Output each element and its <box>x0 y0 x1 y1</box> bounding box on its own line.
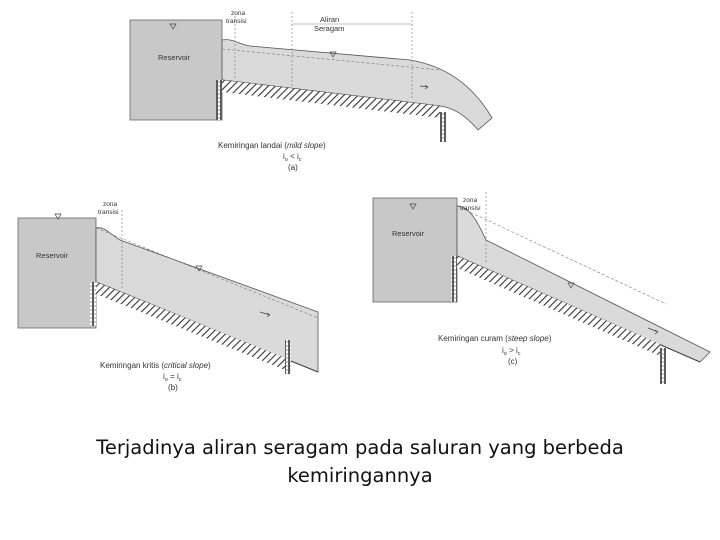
zona-label-b: zona <box>103 201 118 208</box>
seragam-label-a: Seragam <box>314 24 345 33</box>
drop-hatch-b <box>285 340 291 374</box>
panel-letter-c: (c) <box>508 357 518 366</box>
zona-label-c: zona <box>463 197 478 204</box>
slope-relation-b: $i_o = i_c$ <box>163 372 182 383</box>
wall-hatch-c <box>451 256 457 302</box>
reservoir-c <box>373 198 457 302</box>
drop-hatch-a <box>440 112 446 142</box>
caption-line-1: Terjadinya aliran seragam pada saluran yang berbeda <box>96 436 624 459</box>
slope-title-b: Kemiringan kritis (critical slope) <box>100 361 211 370</box>
aliran-label-a: Aliran <box>320 15 340 24</box>
panel-mild-slope <box>130 10 492 172</box>
caption-line-2: kemiringannya <box>287 464 433 487</box>
reservoir-a <box>130 20 222 120</box>
drop-hatch-c <box>660 348 666 384</box>
transisi-label-b: transisi <box>98 209 119 216</box>
wall-hatch-a <box>216 80 222 120</box>
panel-letter-b: (b) <box>168 383 178 392</box>
transisi-label-c: transisi <box>460 205 481 212</box>
slope-relation-a: $i_o < i_c$ <box>283 152 302 163</box>
wall-hatch-b <box>90 282 96 326</box>
reservoir-b <box>18 218 96 328</box>
slope-relation-c: $i_o > i_c$ <box>502 346 521 357</box>
transisi-label-a: transisi <box>226 18 247 25</box>
panel-steep-slope <box>373 192 710 384</box>
panel-critical-slope <box>18 201 318 392</box>
reservoir-label-a: Reservoir <box>158 53 191 62</box>
reservoir-label-b: Reservoir <box>36 251 69 260</box>
zona-label-a: zona <box>231 10 246 17</box>
panel-letter-a: (a) <box>288 163 298 172</box>
slope-title-a: Kemiringan landai (mild slope) <box>218 141 326 150</box>
slope-title-c: Kemiringan curam (steep slope) <box>438 334 552 343</box>
reservoir-label-c: Reservoir <box>392 229 425 238</box>
